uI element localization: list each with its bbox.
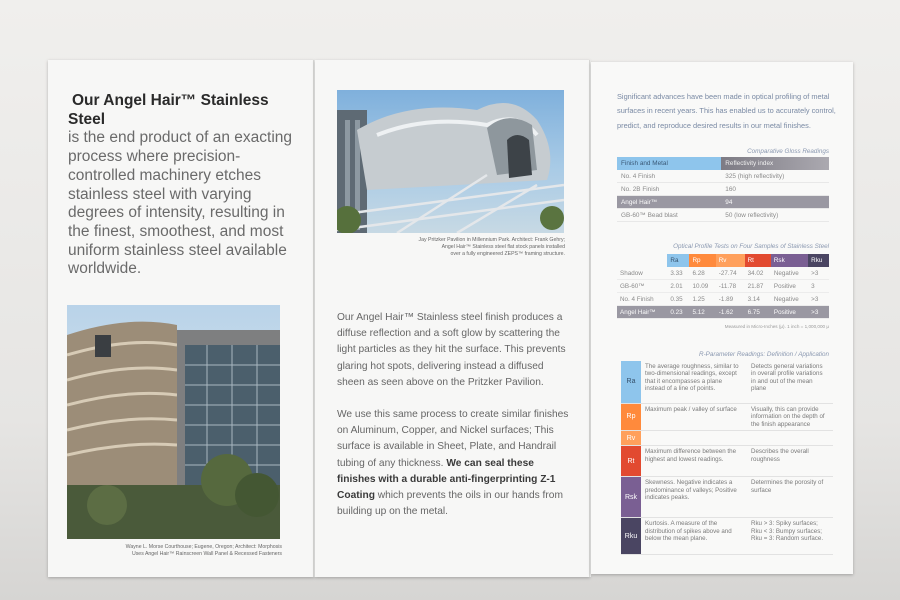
table-cell: Positive xyxy=(771,280,808,293)
r-row-rv xyxy=(621,431,833,446)
r-row-rku xyxy=(621,518,833,555)
table-cell: 94 xyxy=(721,196,829,209)
headline xyxy=(68,92,298,279)
caption-line: Wayne L. Morse Courthouse; Eugene, Oregon; Architect: Morphosis xyxy=(125,544,282,550)
headline-lead: Our Angel Hair™ Stainless Steel xyxy=(68,92,269,128)
table-cell: 160 xyxy=(721,183,829,196)
r-application: Visually, this can provide information on the depth of the finish appearance xyxy=(751,406,825,428)
courthouse-illustration xyxy=(67,305,280,539)
table-cell: -27.74 xyxy=(716,267,745,280)
r-code: Rv xyxy=(621,431,641,445)
r-row-rt xyxy=(621,446,833,477)
table-row xyxy=(617,170,829,183)
r-application xyxy=(747,431,833,445)
table-cell: No. 2B Finish xyxy=(617,183,721,196)
table-cell: >3 xyxy=(808,293,829,306)
paragraph-text: We use this same process to create similar finishes on Aluminum, Copper, and Nickel surfaces; This surface is available in Sheet, Plate, and Handrail tubing of any thickness. xyxy=(337,409,569,469)
r-definition: Skewness. Negative indicates a predominance of valleys; Positive indicates peaks. xyxy=(645,479,737,502)
gloss-table xyxy=(617,157,829,222)
table-cell: GB-60™ Bead blast xyxy=(617,209,721,222)
table-row xyxy=(617,209,829,222)
table-cell: >3 xyxy=(808,306,829,319)
pavilion-photo xyxy=(337,90,564,233)
optical-table xyxy=(617,254,829,319)
r-code: Rsk xyxy=(621,477,641,517)
paragraph-finishes xyxy=(337,407,572,520)
table-cell: 3 xyxy=(808,280,829,293)
caption-line: Angel Hair™ Stainless steel flat stock panels installed xyxy=(441,244,565,250)
courthouse-photo xyxy=(67,305,280,539)
r-application: Describes the overall roughness xyxy=(751,448,809,463)
r-application: Detects general variations in overall profile variations in and out of the mean plane xyxy=(751,363,823,393)
r-definition: Kurtosis. A measure of the distribution of spikes above and below the mean plane. xyxy=(645,520,732,543)
table-cell: Angel Hair™ xyxy=(617,306,667,319)
table-row xyxy=(617,267,829,280)
optical-header-rsk: Rsk xyxy=(771,254,808,267)
table-cell: 3.33 xyxy=(667,267,689,280)
optical-title: Optical Profile Tests on Four Samples of Stainless Steel xyxy=(673,243,829,250)
r-application: Rku > 3: Spiky surfaces; Rku < 3: Bumpy surfaces; Rku = 3: Random surface. xyxy=(751,520,824,543)
table-cell: 10.09 xyxy=(689,280,715,293)
table-cell: Positive xyxy=(771,306,808,319)
table-cell: 2.01 xyxy=(667,280,689,293)
body-copy xyxy=(337,310,572,536)
intro-text: Significant advances have been made in optical profiling of metal surfaces in recent years. This has enabled us to accurately control, predict, and reproduce desired results in our metal finishes. xyxy=(617,92,836,130)
courthouse-caption xyxy=(72,544,282,558)
table-cell: 3.14 xyxy=(745,293,771,306)
measurement-note: Measured in Micro-Inches (μ). 1 inch = 1,000,000 μ xyxy=(724,324,829,329)
caption-line: Uses Angel Hair™ Rainscreen Wall Panel & Recessed Fasteners xyxy=(131,551,282,557)
r-definition xyxy=(641,431,747,445)
table-cell: No. 4 Finish xyxy=(617,170,721,183)
paragraph-emphasis: We can seal these finishes with a durable anti-fingerprinting Z-1 Coating xyxy=(337,457,556,502)
optical-header-ra: Ra xyxy=(667,254,689,267)
r-row-ra xyxy=(621,361,833,404)
optical-header-rt: Rt xyxy=(745,254,771,267)
r-code: Ra xyxy=(621,361,641,403)
table-row xyxy=(617,280,829,293)
r-row-rp xyxy=(621,404,833,431)
table-cell: No. 4 Finish xyxy=(617,293,667,306)
gloss-header-reflectivity: Reflectivity index xyxy=(721,157,829,170)
table-cell: Negative xyxy=(771,267,808,280)
gloss-header-finish: Finish and Metal xyxy=(617,157,721,170)
brochure-panel-right xyxy=(591,62,853,574)
r-definition: The average roughness, similar to two-dimensional readings, except that it encompasses a plane instead of a line of points. xyxy=(645,363,739,393)
pavilion-illustration xyxy=(337,90,564,233)
table-cell: 1.25 xyxy=(689,293,715,306)
table-cell: Shadow xyxy=(617,267,667,280)
caption-line: Jay Pritzker Pavilion in Millennium Park. Architect: Frank Gehry; xyxy=(418,237,565,243)
paragraph-text: which prevents the oils in our hands from building up on the metal. xyxy=(337,490,563,518)
optical-header-rku: Rku xyxy=(808,254,829,267)
table-cell: -11.78 xyxy=(716,280,745,293)
r-definition: Maximum difference between the highest and lowest readings. xyxy=(645,448,737,463)
r-parameter-title: R-Parameter Readings: Definition / Application xyxy=(699,351,829,358)
r-parameter-table xyxy=(621,361,833,555)
gloss-title: Comparative Gloss Readings xyxy=(747,148,829,155)
table-row-highlight xyxy=(617,306,829,319)
headline-body: is the end product of an exacting process where precision-controlled machinery etches stainless steel with varying degrees of intensity, resulting in the finest, smoothest, and most uniform stainless steel available worldwide. xyxy=(68,129,293,278)
optical-header-rv: Rv xyxy=(716,254,745,267)
table-cell: Angel Hair™ xyxy=(617,196,721,209)
table-cell: 21.87 xyxy=(745,280,771,293)
table-cell: 34.02 xyxy=(745,267,771,280)
table-cell: -1.62 xyxy=(716,306,745,319)
table-row xyxy=(617,293,829,306)
optical-header-blank xyxy=(617,254,667,267)
optical-header-rp: Rp xyxy=(689,254,715,267)
r-definition: Maximum peak / valley of surface xyxy=(645,406,737,413)
r-code: Rp xyxy=(621,404,641,430)
pavilion-caption xyxy=(337,237,565,258)
brochure-panel-middle xyxy=(315,60,590,577)
table-cell: 6.75 xyxy=(745,306,771,319)
caption-line: over a fully engineered ZEPS™ framing structure. xyxy=(450,251,565,257)
table-cell: 0.35 xyxy=(667,293,689,306)
table-cell: GB-60™ xyxy=(617,280,667,293)
r-code: Rt xyxy=(621,446,641,476)
paragraph-diffuse-reflection: Our Angel Hair™ Stainless steel finish produces a diffuse reflection and a soft glow by scattering the light particles as they hit the surface. This prevents glaring hot spots, delivering instead a diffused sheen as seen above on the Pritzker Pavilion. xyxy=(337,312,566,388)
table-cell: 0.23 xyxy=(667,306,689,319)
table-cell: Negative xyxy=(771,293,808,306)
table-cell: 50 (low reflectivity) xyxy=(721,209,829,222)
table-cell: -1.89 xyxy=(716,293,745,306)
table-cell: 6.28 xyxy=(689,267,715,280)
table-cell: >3 xyxy=(808,267,829,280)
r-row-rsk xyxy=(621,477,833,518)
table-row-highlight xyxy=(617,196,829,209)
brochure-panel-left xyxy=(48,60,314,577)
table-cell: 325 (high reflectivity) xyxy=(721,170,829,183)
r-application: Determines the porosity of surface xyxy=(751,479,824,494)
table-row xyxy=(617,183,829,196)
r-code: Rku xyxy=(621,518,641,554)
table-cell: 5.12 xyxy=(689,306,715,319)
